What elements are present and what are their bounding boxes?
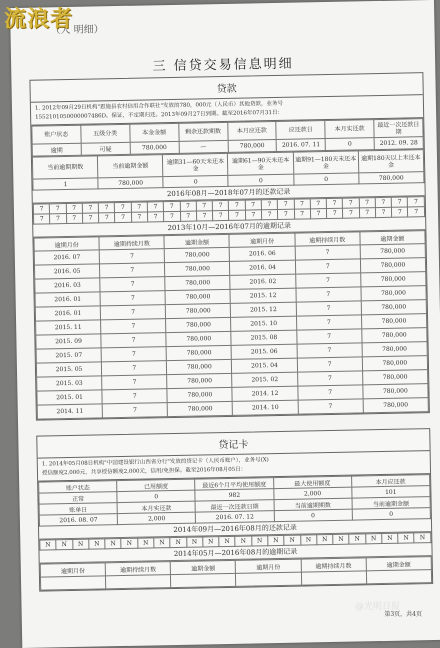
- table-header-cell: 逾期月份: [236, 559, 301, 573]
- table-cell: 780,000: [167, 373, 232, 388]
- table-cell: 7: [100, 277, 165, 292]
- table-cell: 2016. 01: [35, 306, 100, 321]
- loan-repayment-record-title: 2016年08月—2018年07月的还款记录: [33, 183, 425, 204]
- table-header-cell: 逾期持续月数: [105, 562, 170, 576]
- table-cell: 2016. 07. 12: [196, 511, 274, 523]
- table-cell: 1: [33, 178, 98, 190]
- table-header-cell: 本月实还款: [117, 501, 195, 513]
- table-cell: 2015. 10: [231, 316, 296, 331]
- table-header-cell: 最大使用额度: [273, 476, 351, 488]
- table-header-cell: 逾期61—90天未还本金: [228, 152, 294, 175]
- table-cell: 2014. 10: [233, 400, 298, 415]
- table-cell: 7: [100, 263, 165, 278]
- table-cell: 780,000: [166, 331, 231, 346]
- repayment-status-cell: 7: [82, 213, 98, 223]
- table-cell: 780,000: [363, 398, 428, 413]
- repayment-status-cell: 7: [164, 201, 180, 211]
- table-cell: 7: [296, 301, 361, 316]
- table-cell: 780,000: [167, 387, 232, 402]
- table-cell: 0: [293, 173, 358, 185]
- table-cell: 7: [295, 259, 360, 274]
- table-cell: 2016. 07. 11: [276, 139, 325, 152]
- credit-card-overdue-record-title: 2014年05月—2016年08月的逾期记录: [39, 543, 431, 564]
- table-header-cell: 逾期31—60天未还本金: [163, 153, 229, 176]
- table-header-cell: 逾期金额: [360, 231, 425, 245]
- repayment-status-cell: 7: [131, 202, 147, 212]
- repayment-status-cell: 7: [131, 212, 147, 222]
- repayment-status-cell: 7: [212, 200, 228, 210]
- table-cell: 7: [99, 249, 164, 264]
- table-header-cell: 剩余还款期数: [178, 122, 227, 141]
- table-cell: 0: [352, 508, 430, 521]
- table-header-cell: 五级分类: [81, 124, 130, 143]
- table-header-cell: 本月应还款: [351, 475, 429, 488]
- repayment-status-cell: 7: [33, 204, 49, 214]
- table-cell: 780,000: [361, 286, 426, 301]
- loan-section-title: 贷款: [30, 73, 422, 103]
- table-cell: 7: [102, 361, 167, 376]
- repayment-status-cell: 7: [147, 202, 163, 212]
- table-cell: 7: [102, 403, 167, 418]
- table-cell: 0: [228, 174, 293, 186]
- credit-card-description-line-1: 1. 2014年05月08日机构"中国建设银行山西省分行"发放的贷记卡（人民币账户），业务号(X): [41, 457, 269, 468]
- table-cell: 780,000: [98, 177, 163, 189]
- repayment-status-cell: N: [154, 538, 170, 548]
- table-header-cell: 逾期金额: [171, 560, 236, 574]
- loan-description-line-2: 1552101050000007486D。保证，不定期归还。2013年09月27日到期。截至2016年07月31日：: [35, 109, 284, 121]
- table-cell: 2016. 01: [35, 292, 100, 307]
- table-cell: 2,000: [117, 512, 195, 524]
- table-header-cell: 逾期金额: [366, 557, 431, 571]
- overlay-logo: 流浪者: [4, 7, 74, 32]
- table-header-cell: 逾期月份: [40, 563, 105, 577]
- table-cell: 7: [296, 315, 361, 330]
- table-cell: 2015. 09: [36, 334, 101, 349]
- repayment-status-cell: N: [349, 534, 365, 544]
- repayment-status-cell: N: [203, 537, 219, 547]
- table-cell: 7: [101, 333, 166, 348]
- table-cell: —: [179, 140, 228, 153]
- watermark: @光明日报: [354, 602, 400, 612]
- table-cell: 7: [102, 389, 167, 404]
- table-cell: 0: [325, 138, 374, 151]
- repayment-status-cell: 7: [196, 211, 212, 221]
- repayment-status-cell: 7: [294, 199, 310, 209]
- repayment-status-cell: N: [170, 537, 186, 547]
- repayment-status-cell: N: [235, 536, 251, 546]
- table-cell: 2016. 07: [34, 250, 99, 265]
- table-header-cell: 本月应还款: [227, 121, 276, 140]
- table-cell: 2014. 12: [232, 386, 297, 401]
- table-cell: 7: [296, 329, 361, 344]
- repayment-status-cell: 7: [261, 209, 277, 219]
- table-cell: 101: [352, 486, 430, 499]
- repayment-status-cell: N: [382, 533, 398, 543]
- table-cell: 0: [274, 509, 352, 521]
- repayment-status-cell: N: [121, 538, 137, 548]
- repayment-status-cell: 7: [196, 201, 212, 211]
- credit-card-section-title: 贷记卡: [37, 429, 429, 459]
- table-cell: 7: [100, 305, 165, 320]
- table-header-cell: 已用额度: [117, 479, 195, 491]
- credit-card-status-table: [38, 474, 431, 527]
- table-cell: 7: [101, 319, 166, 334]
- loan-overdue-record-table: [33, 230, 428, 419]
- table-header-cell: 应还款日: [276, 121, 325, 140]
- table-cell: 7: [101, 347, 166, 362]
- table-header-cell: 逾期持续月数: [99, 236, 164, 250]
- table-cell: 2015. 12: [230, 288, 295, 303]
- table-cell: 7: [295, 273, 360, 288]
- credit-card-repayment-record-title: 2014年09月—2016年08月的还款记录: [39, 519, 431, 540]
- repayment-status-cell: N: [398, 533, 414, 543]
- table-header-cell: 账户状态: [32, 125, 81, 144]
- table-cell: 780,000: [362, 342, 427, 357]
- table-cell: 2015. 03: [37, 376, 102, 391]
- repayment-status-cell: 7: [375, 207, 391, 217]
- table-header-cell: 逾期月份: [229, 233, 294, 247]
- table-cell: 0: [117, 490, 195, 502]
- repayment-status-cell: 7: [33, 214, 49, 224]
- table-cell: 780,000: [166, 303, 231, 318]
- table-cell: 2015. 01: [37, 390, 102, 405]
- table-header-cell: 当前逾期期数: [274, 498, 352, 510]
- table-cell: 7: [295, 245, 360, 260]
- table-cell: 780,000: [167, 401, 232, 416]
- repayment-status-cell: 7: [115, 212, 131, 222]
- table-cell: 2015. 06: [232, 344, 297, 359]
- credit-card-section: [36, 428, 433, 592]
- table-cell: 7: [298, 399, 363, 414]
- table-header-cell: 当前逾期金额: [352, 497, 430, 510]
- table-cell: 7: [296, 287, 361, 302]
- repayment-status-cell: 7: [327, 208, 343, 218]
- repayment-status-cell: 7: [115, 202, 131, 212]
- repayment-status-cell: 7: [180, 211, 196, 221]
- repayment-status-cell: N: [105, 539, 121, 549]
- repayment-status-cell: N: [56, 539, 72, 549]
- table-cell: 780,000: [363, 384, 428, 399]
- table-cell: 可疑: [81, 142, 130, 155]
- repayment-status-cell: 7: [50, 204, 66, 214]
- repayment-status-cell: N: [284, 535, 300, 545]
- table-cell: 2016. 03: [35, 278, 100, 293]
- repayment-status-cell: N: [300, 535, 316, 545]
- table-cell: 780,000: [228, 139, 277, 152]
- repayment-status-cell: 7: [229, 210, 245, 220]
- table-cell: 2016. 06: [230, 246, 295, 261]
- repayment-status-cell: 7: [147, 212, 163, 222]
- repayment-status-cell: N: [365, 534, 381, 544]
- repayment-status-cell: 7: [98, 203, 114, 213]
- table-header-cell: 当前逾期金额: [98, 155, 164, 178]
- table-cell: 2016. 04: [230, 260, 295, 275]
- table-cell: 7: [100, 291, 165, 306]
- table-header-cell: 最近一次还款日期: [374, 119, 423, 138]
- repayment-status-cell: 7: [294, 209, 310, 219]
- table-cell: 2014. 11: [37, 404, 102, 419]
- table-header-cell: 逾期持续月数: [301, 558, 366, 572]
- table-header-cell: 账单日: [39, 503, 117, 515]
- table-cell: 780,000: [166, 317, 231, 332]
- table-cell: 2016. 08. 07: [39, 514, 117, 526]
- table-header-cell: 逾期91—180天未还本金: [293, 151, 359, 174]
- table-cell: 2015. 11: [36, 320, 101, 335]
- table-cell: 2015. 04: [232, 358, 297, 373]
- table-cell: 正常: [39, 492, 117, 504]
- repayment-status-cell: 7: [343, 198, 359, 208]
- repayment-status-cell: 7: [391, 197, 407, 207]
- page-header-text: （人 明细）: [50, 24, 104, 37]
- loan-description-line-1: 1. 2012年09月29日机构"恩施县农村信用合作联社"发放的780，000元（人民币）其他贷款，业务号: [34, 100, 284, 112]
- table-cell: 2015. 05: [36, 362, 101, 377]
- repayment-status-cell: 7: [245, 200, 261, 210]
- repayment-status-cell: N: [89, 539, 105, 549]
- repayment-status-cell: N: [268, 535, 284, 545]
- repayment-status-cell: N: [251, 536, 267, 546]
- table-cell: 0: [163, 175, 228, 187]
- table-cell: 780,000: [362, 356, 427, 371]
- table-cell: 2015. 08: [231, 330, 296, 345]
- repayment-status-cell: 7: [343, 208, 359, 218]
- table-cell: 2016. 02: [230, 274, 295, 289]
- repayment-status-cell: 7: [359, 198, 375, 208]
- page-number: 第3页，共4页: [384, 611, 422, 618]
- repayment-status-cell: 7: [180, 201, 196, 211]
- table-header-cell: 逾期月份: [34, 237, 99, 251]
- table-cell: 780,000: [359, 172, 424, 184]
- table-cell: 2,000: [273, 487, 351, 499]
- loan-section: [29, 72, 429, 421]
- repayment-status-cell: 7: [66, 203, 82, 213]
- repayment-status-cell: N: [137, 538, 153, 548]
- repayment-status-cell: 7: [278, 209, 294, 219]
- repayment-status-cell: 7: [359, 208, 375, 218]
- repayment-status-cell: 7: [99, 213, 115, 223]
- table-cell: 780,000: [361, 300, 426, 315]
- repayment-status-cell: 7: [310, 209, 326, 219]
- table-header-cell: 本金金额: [130, 123, 179, 142]
- repayment-status-cell: N: [219, 536, 235, 546]
- table-header-cell: 最近6个月平均使用额度: [195, 478, 273, 490]
- table-cell: 780,000: [130, 141, 179, 154]
- repayment-status-cell: 7: [408, 197, 425, 207]
- repayment-status-cell: 7: [50, 214, 66, 224]
- table-cell: 2015. 02: [232, 372, 297, 387]
- table-header-cell: 本月实还款: [325, 120, 374, 139]
- table-cell: 2012. 09. 28: [374, 137, 423, 150]
- repayment-status-cell: N: [333, 534, 349, 544]
- repayment-status-cell: N: [316, 534, 332, 544]
- repayment-status-cell: N: [72, 539, 88, 549]
- repayment-status-cell: N: [186, 537, 202, 547]
- table-cell: 780,000: [362, 328, 427, 343]
- table-cell: 780,000: [167, 359, 232, 374]
- table-cell: 逾期: [32, 143, 81, 156]
- table-header-cell: 逾期180天以上未还本金: [358, 150, 424, 173]
- table-header-cell: 逾期金额: [164, 234, 229, 248]
- repayment-status-cell: 7: [245, 210, 261, 220]
- table-cell: 780,000: [165, 275, 230, 290]
- repayment-status-cell: N: [40, 540, 56, 550]
- table-header-cell: 逾期持续月数: [295, 232, 360, 246]
- table-cell: 7: [297, 357, 362, 372]
- repayment-status-cell: 7: [229, 200, 245, 210]
- table-cell: 780,000: [362, 370, 427, 385]
- table-cell: 2015. 07: [36, 348, 101, 363]
- table-header-cell: 最近一次还款日期: [195, 500, 273, 512]
- table-cell: 2015. 12: [231, 302, 296, 317]
- repayment-status-cell: 7: [164, 211, 180, 221]
- document-page: [10, 0, 440, 648]
- repayment-status-cell: 7: [277, 199, 293, 209]
- repayment-status-cell: N: [414, 533, 431, 543]
- table-cell: 2016. 05: [34, 264, 99, 279]
- table-cell: 7: [297, 371, 362, 386]
- table-cell: 7: [297, 385, 362, 400]
- table-cell: 780,000: [164, 247, 229, 262]
- repayment-status-cell: 7: [66, 213, 82, 223]
- table-cell: 780,000: [166, 345, 231, 360]
- table-cell: 7: [102, 375, 167, 390]
- repayment-status-cell: 7: [408, 207, 425, 217]
- table-cell: 780,000: [361, 314, 426, 329]
- credit-card-description-line-2: 授信额度2,000元，共享授信额度2,000元，信用/免担保。截至2016年08月05日：: [41, 466, 247, 477]
- document-title: 三 信贷交易信息明细: [152, 56, 294, 75]
- table-header-cell: 当前逾期期数: [32, 156, 98, 179]
- repayment-status-cell: 7: [261, 199, 277, 209]
- table-cell: 780,000: [360, 244, 425, 259]
- repayment-status-cell: 7: [392, 207, 408, 217]
- repayment-status-cell: 7: [326, 198, 342, 208]
- table-cell: 780,000: [360, 258, 425, 273]
- repayment-status-cell: 7: [82, 203, 98, 213]
- table-cell: 780,000: [360, 272, 425, 287]
- table-cell: 982: [195, 489, 273, 501]
- loan-overdue-record-title: 2013年10月—2016年07月的逾期记录: [33, 217, 425, 238]
- table-header-cell: 账户状态: [39, 481, 117, 493]
- table-cell: 780,000: [165, 261, 230, 276]
- repayment-status-cell: 7: [310, 199, 326, 209]
- repayment-status-cell: 7: [213, 210, 229, 220]
- table-cell: 780,000: [165, 289, 230, 304]
- repayment-status-cell: 7: [375, 197, 391, 207]
- table-cell: 7: [297, 343, 362, 358]
